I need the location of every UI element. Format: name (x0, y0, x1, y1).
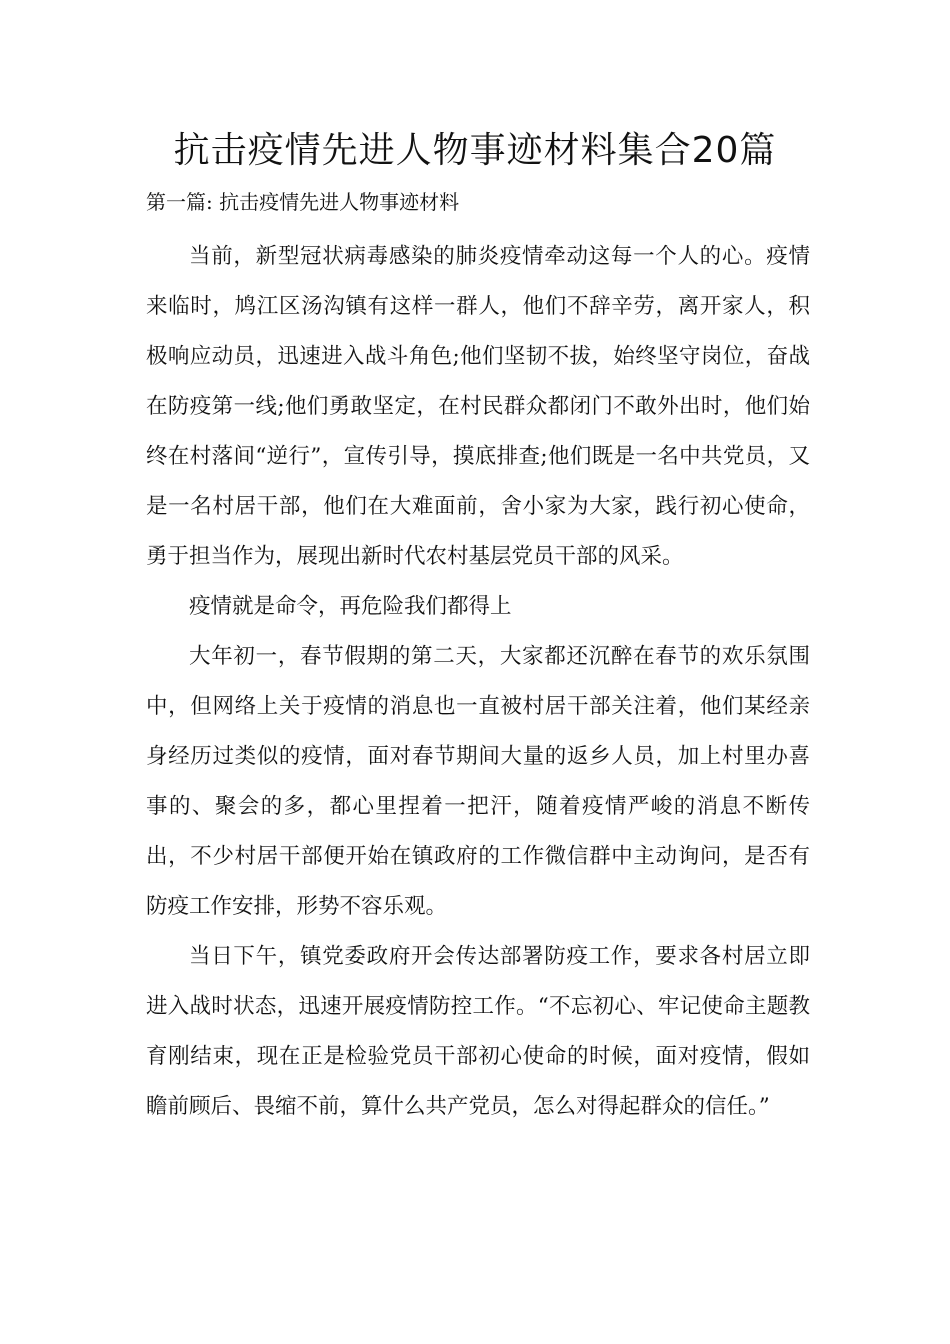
document-title: 抗击疫情先进人物事迹材料集合20篇 (173, 130, 777, 171)
paragraph-2: 疫情就是命令，再危险我们都得上 (189, 594, 512, 619)
paragraph-1: 当前，新型冠状病毒感染的肺炎疫情牵动这每一个人的心。疫情来临时，鸠江区汤沟镇有这样一群人，他们不辞辛劳，离开家人，积极响应动员，迅速进入战斗角色;他们坚韧不拔，始终坚守岗位，奋战在防疫第一线;他们勇敢坚定，在村民群众都闭门不敢外出时，他们始终在村落间“逆行”，宣传引导，摸底排查;他们既是一名中共党员，又是一名村居干部，他们在大难面前，舍小家为大家，践行初心使命，勇于担当作为，展现出新时代农村基层党员干部的风采。 (146, 244, 810, 569)
paragraph-4: 当日下午，镇党委政府开会传达部署防疫工作，要求各村居立即进入战时状态，迅速开展疫情防控工作。“不忘初心、牢记使命主题教育刚结束，现在正是检验党员干部初心使命的时候，面对疫情，假如瞻前顾后、畏缩不前，算什么共产党员，怎么对得起群众的信任。” (146, 944, 810, 1119)
section-heading: 第一篇: 抗击疫情先进人物事迹材料 (146, 190, 460, 214)
document-body (146, 232, 810, 1132)
paragraph-3: 大年初一，春节假期的第二天，大家都还沉醉在春节的欢乐氛围中，但网络上关于疫情的消息也一直被村居干部关注着，他们某经亲身经历过类似的疫情，面对春节期间大量的返乡人员，加上村里办喜事的、聚会的多，都心里捏着一把汗，随着疫情严峻的消息不断传出，不少村居干部便开始在镇政府的工作微信群中主动询问，是否有防疫工作安排，形势不容乐观。 (146, 644, 810, 919)
